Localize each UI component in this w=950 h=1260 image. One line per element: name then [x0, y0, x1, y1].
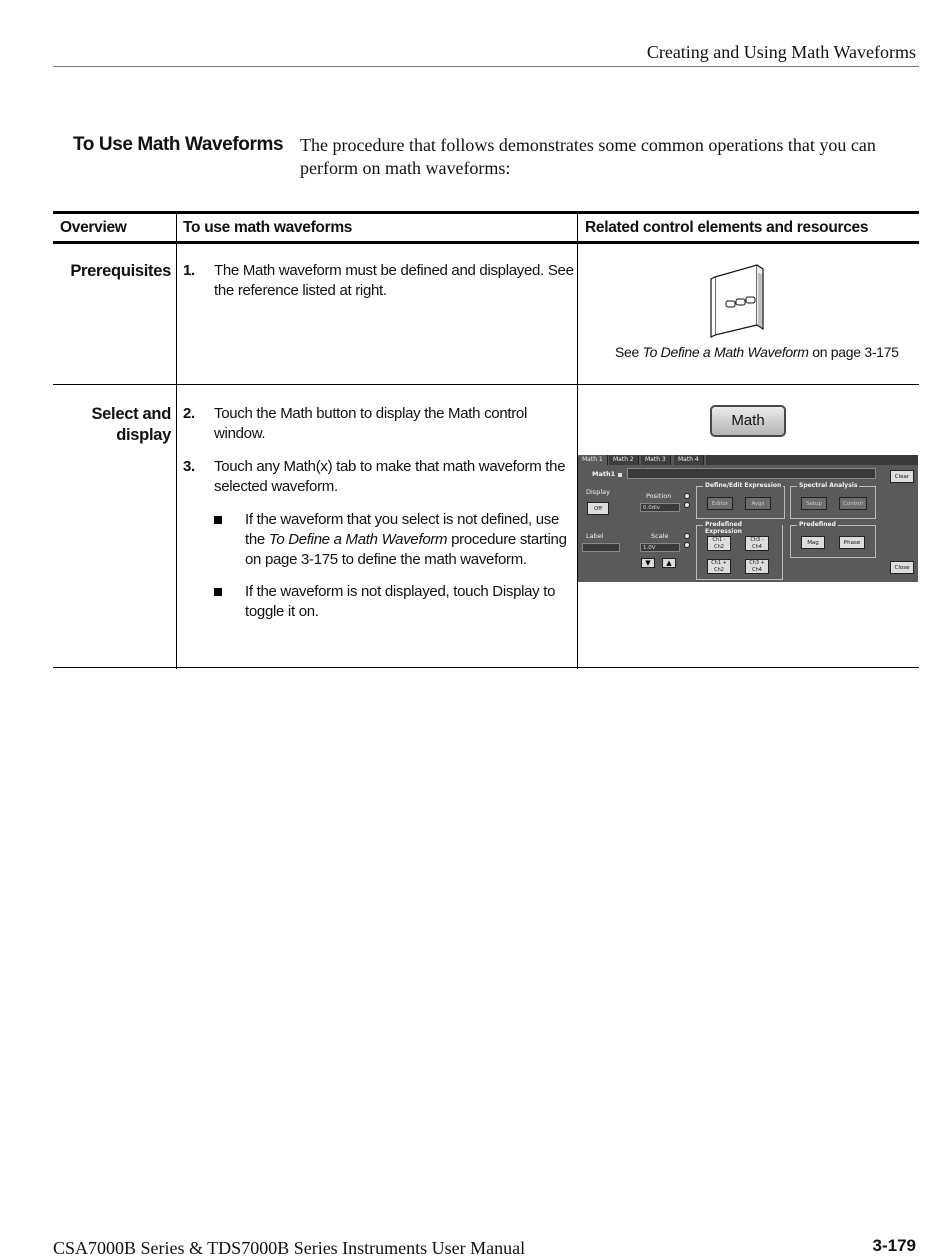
group-title: Spectral Analysis — [799, 482, 858, 489]
scale-label: Scale — [651, 532, 669, 540]
bullet-square-icon — [214, 588, 222, 596]
col-header-procedure: To use math waveforms — [183, 219, 353, 236]
row-label-line-1: Select and — [91, 405, 171, 423]
caption-reference: To Define a Math Waveform — [642, 344, 809, 360]
scale-up-arrow-icon[interactable]: ▲ — [662, 558, 676, 568]
math-expression-label: Math1 — [592, 470, 616, 478]
bullet-text: If the waveform is not displayed, touch Display to toggle it on. — [245, 583, 556, 620]
caption-post: on page 3-175 — [808, 344, 899, 360]
bullet-text-pre: If the waveform that you select is not defined, use the — [245, 511, 560, 548]
column-divider-2 — [577, 213, 578, 669]
step-number: 2. — [183, 405, 195, 422]
predefined-group — [790, 521, 876, 558]
group-title: Predefined — [799, 521, 836, 528]
label-label: Label — [586, 532, 604, 540]
tab-math-2[interactable]: Math 2 — [609, 455, 639, 465]
display-toggle-button[interactable]: Off — [587, 502, 609, 515]
ch1-plus-ch2-button[interactable]: Ch1 + Ch2 — [707, 559, 731, 574]
group-title: Define/Edit Expression — [705, 482, 782, 489]
page-number: 3-179 — [872, 1236, 916, 1255]
position-fine-knob-icon[interactable] — [684, 502, 690, 508]
column-divider-1 — [176, 213, 177, 669]
footer-manual-title: CSA7000B Series & TDS7000B Series Instruments User Manual — [53, 1238, 526, 1258]
row-label-select-display — [91, 404, 171, 446]
resource-caption — [615, 344, 899, 360]
row-label-prerequisites: Prerequisites — [70, 262, 171, 280]
tab-math-1[interactable]: Math 1 — [578, 455, 608, 465]
bullet-square-icon — [214, 516, 222, 524]
define-edit-expression-group — [696, 482, 785, 519]
ch3-minus-ch4-button[interactable]: Ch3 - Ch4 — [745, 536, 769, 551]
tab-math-4[interactable]: Math 4 — [674, 455, 704, 465]
tab-math-3[interactable]: Math 3 — [641, 455, 671, 465]
step-text: The Math waveform must be defined and displayed. See the reference listed at right. — [214, 262, 574, 299]
avgs-button[interactable]: Avgs — [745, 497, 771, 510]
predefined-expression-group — [696, 521, 783, 580]
step-text: Touch any Math(x) tab to make that math waveform the selected waveform. — [214, 458, 566, 495]
running-header: Creating and Using Math Waveforms — [646, 42, 916, 62]
header-rule — [53, 66, 919, 67]
spectral-control-button[interactable]: Control — [839, 497, 867, 510]
spectral-analysis-group — [790, 482, 876, 519]
position-field[interactable]: 0.0div — [640, 503, 680, 512]
bullet-text — [245, 510, 575, 570]
expression-marker — [618, 473, 622, 477]
section-intro: The procedure that follows demonstrates some common operations that you can perform on math waveforms: — [300, 135, 876, 178]
header-bottom-rule — [53, 241, 919, 244]
scale-field[interactable]: 1.0V — [640, 543, 680, 552]
display-label: Display — [586, 488, 610, 496]
col-header-resources: Related control elements and resources — [585, 219, 869, 236]
position-coarse-knob-icon[interactable] — [684, 493, 690, 499]
label-field[interactable] — [582, 543, 620, 552]
bullet-reference: To Define a Math Waveform — [268, 531, 448, 548]
close-button[interactable]: Close — [890, 561, 914, 574]
math-button-label: Math — [712, 407, 784, 435]
group-title: Predefined Expression — [703, 521, 782, 535]
table-bottom-rule — [53, 667, 919, 668]
math-control-window — [578, 455, 918, 582]
caption-pre: See — [615, 344, 643, 360]
step-number: 3. — [183, 458, 195, 475]
math-button[interactable] — [710, 405, 786, 437]
phase-button[interactable]: Phase — [839, 536, 865, 549]
col-header-overview: Overview — [60, 219, 127, 236]
math-expression-field[interactable] — [627, 468, 876, 479]
tab-bar-fill — [706, 455, 918, 465]
ch1-minus-ch2-button[interactable]: Ch1 - Ch2 — [707, 536, 731, 551]
clear-button[interactable]: Clear — [890, 470, 914, 483]
step-text: Touch the Math button to display the Math control window. — [214, 405, 527, 442]
bullet-text-post: procedure starting on page 3-175 to define the math waveform. — [245, 531, 567, 568]
scale-fine-knob-icon[interactable] — [684, 542, 690, 548]
table-top-rule — [53, 211, 919, 214]
mag-button[interactable]: Mag — [801, 536, 825, 549]
position-label: Position — [646, 492, 672, 500]
row-label-line-2: display — [116, 426, 171, 444]
step-number: 1. — [183, 262, 195, 279]
ch3-plus-ch4-button[interactable]: Ch3 + Ch4 — [745, 559, 769, 574]
manual-book-icon — [707, 263, 773, 339]
spectral-setup-button[interactable]: Setup — [801, 497, 827, 510]
section-title: To Use Math Waveforms — [73, 134, 284, 155]
scale-down-arrow-icon[interactable]: ▼ — [641, 558, 655, 568]
row-divider — [53, 384, 919, 385]
editor-button[interactable]: Editor — [707, 497, 733, 510]
scale-coarse-knob-icon[interactable] — [684, 533, 690, 539]
